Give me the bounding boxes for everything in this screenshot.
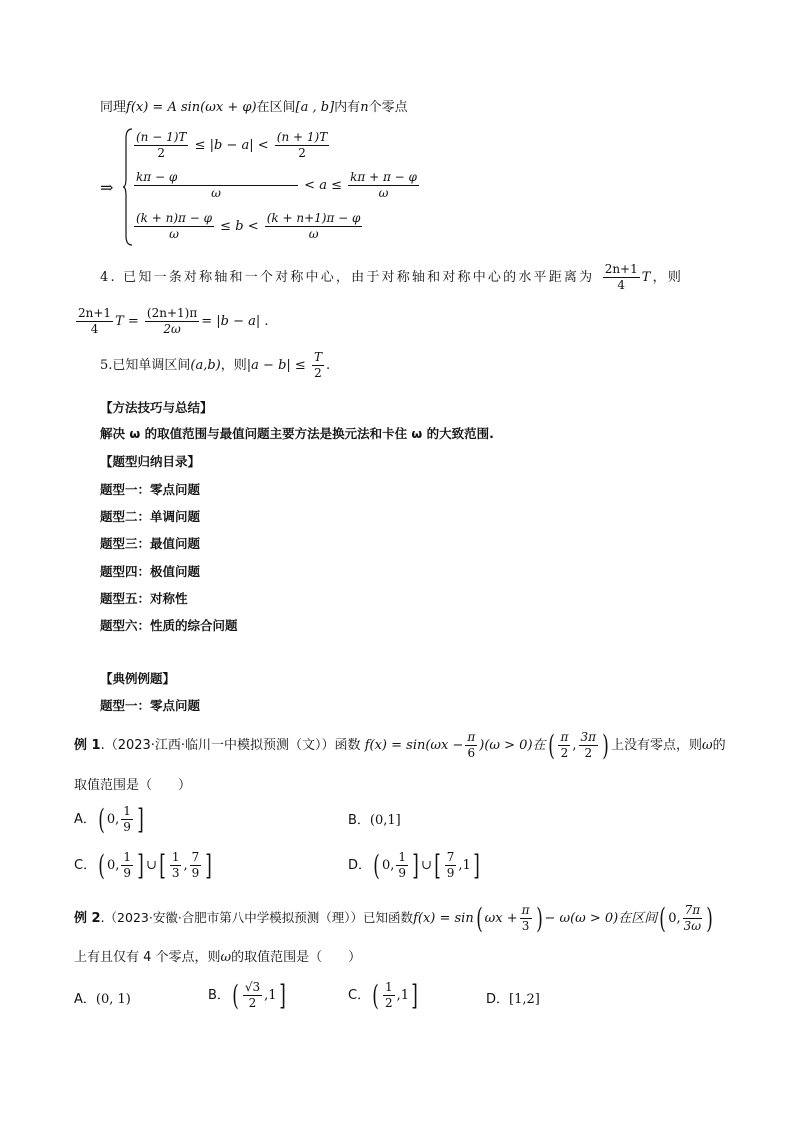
ex2-line2b: 的取值范围是（ ） bbox=[231, 950, 362, 965]
ex1-c-d3: 9 bbox=[191, 866, 200, 880]
example-1-line2: 取值范围是（ ） bbox=[74, 778, 192, 793]
ex1-d-d2: 9 bbox=[446, 866, 455, 880]
ex1-d-cup: ∪ bbox=[420, 858, 432, 873]
ex1-option-b[interactable] bbox=[348, 809, 401, 828]
ex2-omega: ω bbox=[220, 950, 232, 965]
system-row-1 bbox=[132, 130, 331, 161]
catalog-item-6: 题型六：性质的综合问题 bbox=[100, 618, 238, 633]
ex1-c-n3: 7 bbox=[191, 850, 200, 864]
intro-line bbox=[100, 96, 408, 115]
item4-frac-num: 2n+1 bbox=[604, 262, 638, 276]
row2-rel1: < bbox=[304, 178, 316, 193]
ex2-option-c[interactable]: C．( $\frac{1}{2}$ ,1] bbox=[348, 978, 418, 1012]
ex2-option-d-text: [1,2] bbox=[509, 992, 540, 1007]
example-1-line1: 例 1.（2023·江西·临川一中模拟预测（文））函数 f(x) = sin(ωx − $\frac{\pi}{6}$ )(ω > 0)在( $\frac{\pi}{2}$ , $\frac{3\pi}{2}$ ) 上没有零点，则ω的 bbox=[74, 728, 726, 762]
ex1-option-b-label: B． bbox=[348, 813, 370, 828]
catalog-item-3: 题型三：最值问题 bbox=[100, 536, 201, 551]
item4-l2-den2: 2ω bbox=[163, 322, 181, 336]
catalog-item-5: 题型五：对称性 bbox=[100, 591, 188, 606]
ex1-c-d2: 3 bbox=[171, 866, 180, 880]
row3-right-num: (k + n+1)π − φ bbox=[266, 211, 361, 225]
ex2-int-num: 7π bbox=[684, 903, 701, 917]
type-one-heading: 题型一：零点问题 bbox=[100, 698, 201, 713]
ex1-omega: ω bbox=[701, 738, 713, 753]
ex1-d-tail: ,1 bbox=[458, 858, 471, 873]
intro-suffix2: 个零点 bbox=[368, 100, 408, 115]
row2-mid: a bbox=[319, 178, 327, 193]
catalog-heading: 【题型归纳目录】 bbox=[100, 454, 201, 469]
row3-mid: b bbox=[235, 219, 244, 234]
ex2-option-b-label: B． bbox=[208, 988, 230, 1003]
system-row-3 bbox=[132, 211, 364, 242]
row2-left-den: ω bbox=[211, 186, 221, 200]
intro-prefix: 同理 bbox=[100, 100, 127, 115]
ex2-pi: π bbox=[521, 903, 530, 917]
ex1-de: 的 bbox=[712, 738, 726, 753]
row1-left-num: (n − 1)T bbox=[136, 130, 187, 144]
ex2-b-den: 2 bbox=[248, 996, 257, 1010]
ex1-cond: )(ω > 0)在 bbox=[479, 738, 546, 753]
ex2-three: 3 bbox=[521, 919, 530, 933]
item5-interval: (a,b) bbox=[190, 358, 221, 373]
ex1-c-cup: ∪ bbox=[146, 858, 157, 873]
item4-t: T bbox=[641, 270, 653, 285]
ex1-c-n2: 1 bbox=[171, 850, 180, 864]
ex1-d-lead: 0, bbox=[381, 858, 395, 873]
ex2-option-a-text: (0, 1) bbox=[95, 992, 131, 1007]
intro-suffix: 内有 bbox=[334, 100, 361, 115]
row1-mid: |b − a| bbox=[209, 138, 254, 153]
intro-n: n bbox=[360, 100, 369, 115]
ex1-a-d: 9 bbox=[123, 820, 131, 834]
ex1-d-n2: 7 bbox=[446, 850, 455, 864]
item5-text: 5.已知单调区间 bbox=[100, 358, 191, 373]
item5-dot: . bbox=[325, 358, 331, 373]
item5-num: T bbox=[313, 350, 322, 364]
ex1-a-num: π bbox=[560, 730, 569, 744]
item4-line1 bbox=[100, 262, 683, 293]
item4-frac-den: 4 bbox=[617, 278, 626, 292]
intro-interval: [a , b] bbox=[295, 100, 335, 115]
item5-line bbox=[100, 350, 330, 381]
item5-den: 2 bbox=[314, 366, 322, 380]
row1-right-num: (n + 1)T bbox=[276, 130, 328, 144]
ex1-d-n1: 1 bbox=[398, 850, 406, 864]
ex1-six: 6 bbox=[467, 746, 476, 760]
intro-formula: f(x) = A sin(ωx + φ) bbox=[126, 100, 257, 115]
ex1-c-lead: 0, bbox=[107, 858, 120, 873]
ex2-source: .（2023·安徽·合肥市第八中学模拟预测（理））已知函数 bbox=[100, 910, 414, 925]
item5-then: ，则 bbox=[220, 358, 247, 373]
ex1-option-d-label: D． bbox=[348, 858, 372, 873]
ex2-option-d[interactable] bbox=[486, 988, 540, 1007]
ex2-b-tail: ,1 bbox=[264, 988, 277, 1003]
row3-rel2: < bbox=[247, 219, 259, 234]
ex2-option-c-label: C． bbox=[348, 988, 371, 1003]
ex2-option-b[interactable]: B．( $\frac{√3}{2}$ ,1] bbox=[208, 978, 286, 1012]
row2-right-num: kπ + π − φ bbox=[350, 170, 417, 184]
ex1-source: .（2023·江西·临川一中模拟预测（文））函数 bbox=[100, 738, 361, 753]
item4-l2-num: 2n+1 bbox=[78, 306, 112, 320]
ex1-d-d1: 9 bbox=[398, 866, 406, 880]
item4-l2-eq2: = |b − a| . bbox=[201, 314, 269, 329]
ex2-c-den: 2 bbox=[385, 996, 393, 1010]
example-2-line1: 例 2.（2023·安徽·合肥市第八中学模拟预测（理））已知函数f(x) = sin( ωx + $\frac{\pi}{3}$ ) − ω(ω > 0)在区间( 0, $\frac{7\pi}{3\omega}$ ) bbox=[74, 901, 713, 935]
ex1-func: f(x) = sin(ωx − bbox=[364, 738, 464, 753]
row1-right-den: 2 bbox=[298, 146, 306, 160]
ex2-func: f(x) = sin bbox=[413, 911, 474, 926]
example-2-line2 bbox=[74, 946, 361, 965]
ex2-c-tail: ,1 bbox=[396, 988, 410, 1003]
row2-left-num: kπ − φ bbox=[134, 170, 298, 186]
ex2-int-den: 3ω bbox=[683, 919, 702, 933]
row3-right-den: ω bbox=[308, 227, 319, 241]
ex2-c-num: 1 bbox=[385, 980, 393, 994]
ex2-option-d-label: D． bbox=[486, 992, 510, 1007]
ex2-b-num: √3 bbox=[244, 980, 261, 994]
row1-rel1: ≤ bbox=[194, 138, 206, 153]
catalog-item-4: 题型四：极值问题 bbox=[100, 564, 201, 579]
item4-l2-den: 4 bbox=[90, 322, 99, 336]
ex1-c-d1: 9 bbox=[123, 866, 132, 880]
catalog-item-1: 题型一：零点问题 bbox=[100, 482, 201, 497]
ex1-a-den: 2 bbox=[560, 746, 569, 760]
system-row-2 bbox=[132, 170, 421, 201]
ex1-pi: π bbox=[467, 730, 476, 744]
ex2-option-a-label: A． bbox=[74, 992, 96, 1007]
item4-after: ，则 bbox=[652, 270, 684, 285]
catalog-item-2: 题型二：单调问题 bbox=[100, 509, 201, 524]
ex2-label: 例 2 bbox=[74, 911, 101, 926]
ex1-option-a[interactable]: A．( 0, $\frac{1}{9}$ ] bbox=[74, 802, 144, 836]
row1-left-den: 2 bbox=[157, 146, 166, 160]
ex2-rest: − ω(ω > 0)在区间 bbox=[544, 911, 658, 926]
item4-text: 4. 已知一条对称轴和一个对称中心，由于对称轴和对称中心的水平距离为 bbox=[100, 270, 595, 285]
implies-arrow: ⇒ bbox=[100, 178, 114, 197]
methods-body: 解决 ω 的取值范围与最值问题主要方法是换元法和卡住 ω 的大致范围. bbox=[100, 426, 494, 441]
item4-line2 bbox=[74, 306, 269, 337]
ex1-label: 例 1 bbox=[74, 738, 101, 753]
row3-left-den: ω bbox=[169, 227, 179, 241]
ex1-after: 上没有零点，则 bbox=[610, 738, 702, 753]
ex1-b-den: 2 bbox=[584, 746, 593, 760]
ex1-option-c-label: C． bbox=[74, 858, 97, 873]
row3-rel1: ≤ bbox=[220, 219, 232, 234]
methods-heading: 【方法技巧与总结】 bbox=[100, 400, 213, 415]
ex1-option-d[interactable]: D．( 0, $\frac{1}{9}$ ] ∪[ $\frac{7}{9}$ ,1] bbox=[348, 848, 480, 882]
ex2-int-lead: 0, bbox=[668, 911, 681, 926]
row1-rel2: < bbox=[257, 138, 269, 153]
item4-l2-num2: (2n+1)π bbox=[146, 306, 198, 320]
item5-abs: |a − b| ≤ bbox=[246, 358, 306, 373]
ex1-a-lead: 0, bbox=[106, 812, 120, 827]
intro-middle: 在区间 bbox=[256, 100, 296, 115]
row3-left-num: (k + n)π − φ bbox=[136, 211, 213, 225]
item4-l2-eq1: T = bbox=[115, 314, 139, 329]
row2-rel2: ≤ bbox=[331, 178, 342, 193]
ex2-line2: 上有且仅有 4 个零点，则 bbox=[74, 950, 221, 965]
ex2-option-a[interactable] bbox=[74, 988, 131, 1007]
row2-right-den: ω bbox=[378, 186, 389, 200]
ex1-option-c[interactable]: C．( 0, $\frac{1}{9}$ ] ∪[ $\frac{1}{3}$ , $\frac{7}{9}$ ] bbox=[74, 848, 213, 882]
ex1-c-n1: 1 bbox=[123, 850, 132, 864]
ex1-b-num: 3π bbox=[580, 730, 597, 744]
examples-heading: 【典例例题】 bbox=[100, 671, 176, 686]
ex1-a-n: 1 bbox=[123, 804, 131, 818]
ex2-inner: ωx + bbox=[484, 911, 518, 926]
ex1-option-a-label: A． bbox=[74, 812, 96, 827]
ex1-option-b-text: (0,1] bbox=[369, 813, 401, 828]
